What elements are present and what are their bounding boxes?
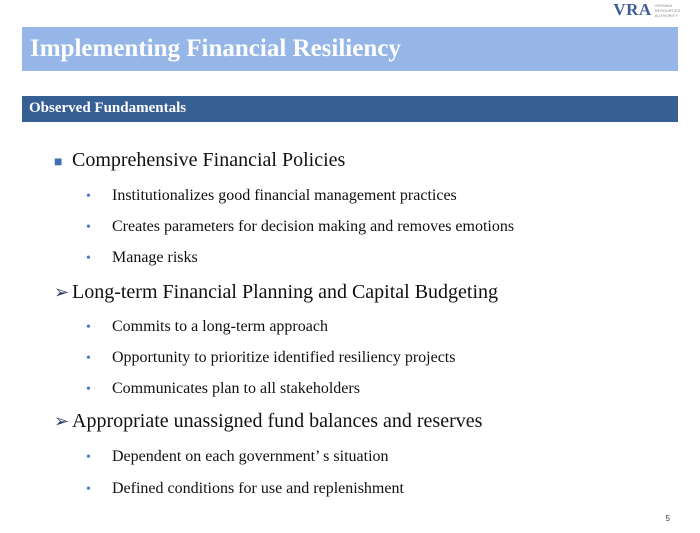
dot-bullet-icon: •: [86, 320, 91, 335]
slide-title: Implementing Financial Resiliency: [30, 35, 401, 62]
arrow-bullet-icon: ➢: [54, 282, 70, 302]
logo-sub-line-1: VIRGINIA: [654, 2, 673, 8]
square-bullet-icon: ■: [54, 155, 63, 170]
list-item: [86, 218, 514, 236]
group-heading-text: Long-term Financial Planning and Capital Budgeting: [72, 281, 499, 303]
list-item: [86, 448, 389, 466]
dot-bullet-icon: •: [86, 482, 91, 497]
list-item-text: Creates parameters for decision making and removes emotions: [112, 218, 515, 235]
dot-bullet-icon: •: [86, 251, 91, 266]
list-item: [86, 318, 328, 336]
list-item: [86, 249, 198, 267]
list-item: [86, 187, 457, 205]
group-heading: [54, 149, 345, 172]
dot-bullet-icon: •: [86, 189, 91, 204]
logo-sub-line-3: AUTHORITY: [654, 12, 678, 18]
arrow-bullet-icon: ➢: [54, 411, 70, 431]
list-item-text: Communicates plan to all stakeholders: [112, 380, 360, 397]
logo-mark: VRA: [613, 0, 652, 19]
list-item-text: Manage risks: [112, 249, 198, 266]
list-item-text: Dependent on each government’ s situation: [112, 448, 389, 465]
group-heading-text: Comprehensive Financial Policies: [72, 149, 346, 171]
logo-sub-line-2: RESOURCES: [654, 7, 680, 13]
dot-bullet-icon: •: [86, 220, 91, 235]
group-heading: [54, 281, 498, 304]
list-item: [86, 380, 360, 398]
dot-bullet-icon: •: [86, 382, 91, 397]
group-heading: [54, 410, 482, 433]
list-item: [86, 349, 455, 367]
group-heading-text: Appropriate unassigned fund balances and reserves: [72, 410, 483, 432]
list-item-text: Institutionalizes good financial management practices: [112, 187, 457, 204]
list-item-text: Defined conditions for use and replenishment: [112, 480, 404, 497]
dot-bullet-icon: •: [86, 450, 91, 465]
list-item: [86, 480, 404, 498]
section-header: Observed Fundamentals: [29, 100, 187, 116]
list-item-text: Commits to a long-term approach: [112, 318, 328, 335]
dot-bullet-icon: •: [86, 351, 91, 366]
list-item-text: Opportunity to prioritize identified resiliency projects: [112, 349, 456, 366]
page-number: 5: [665, 514, 670, 523]
